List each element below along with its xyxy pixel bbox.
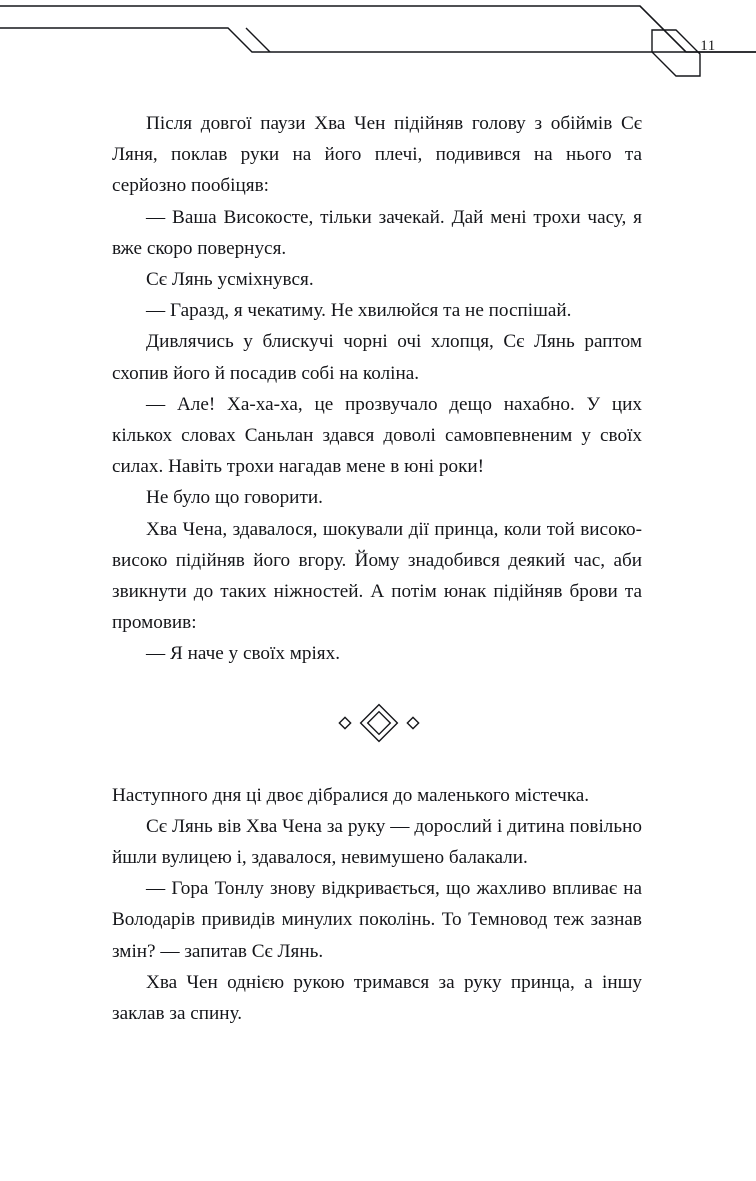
body-paragraph: Хва Чена, здавалося, шокували дії принца, коли той високо-високо підійняв його вгору. Йому знадобився деякий час, аби звикнути до таких ніжностей. А потім юнак підійняв брови та промовив: [112, 518, 642, 634]
body-paragraph: Наступного дня ці двоє дібралися до маленького містечка. [112, 784, 590, 806]
body-paragraph: Сє Лянь усміхнувся. [146, 269, 314, 291]
diamond-scene-divider-icon [317, 703, 437, 743]
body-paragraph: Сє Лянь вів Хва Чена за руку — дорослий і дитина повільно йшли вулицею і, здавалося, невимушено балакали. [112, 815, 642, 869]
body-paragraph: Після довгої паузи Хва Чен підійняв голову з обіймів Сє Ляня, поклав руки на його плечі, подивився на нього та серйозно пообіцяв: [112, 113, 642, 197]
body-paragraph: Хва Чен однією рукою тримався за руку принца, а іншу заклав за спину. [112, 971, 642, 1025]
page-number: 11 [700, 38, 716, 54]
double-rule-corner-ornament [0, 0, 756, 92]
dialogue-paragraph: — Гаразд, я чекатиму. Не хвилюйся та не поспішай. [146, 300, 572, 322]
dialogue-paragraph: — Гора Тонлу знову відкривається, що жахливо впливає на Володарів привидів минулих поколінь. То Темновод теж зазнав змін? — запитав Сє Лянь. [112, 878, 642, 962]
page-text-body [112, 108, 642, 1029]
page-header-ornament [0, 0, 756, 92]
dialogue-paragraph: — Я наче у своїх мріях. [146, 643, 340, 665]
body-paragraph: Дивлячись у блискучі чорні очі хлопця, Сє Лянь раптом схопив його й посадив собі на коліна. [112, 331, 642, 384]
dialogue-paragraph: — Ваша Високосте, тільки зачекай. Дай мені трохи часу, я вже скоро повернуся. [112, 206, 642, 259]
scene-divider [112, 696, 642, 750]
body-paragraph: Не було що говорити. [146, 487, 323, 509]
dialogue-paragraph: — Але! Ха-ха-ха, це прозвучало дещо нахабно. У цих кількох словах Саньлан здався доволі самовпевненим у своїх силах. Навіть трохи нагадав мене в юні роки! [112, 393, 642, 478]
